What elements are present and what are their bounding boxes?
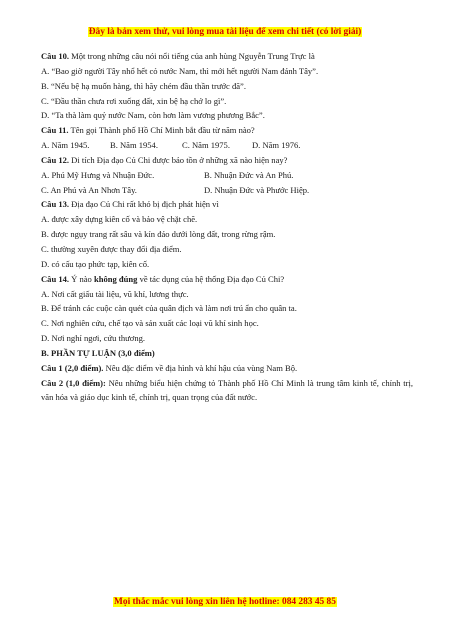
question-label: Câu 1 (2,0 điểm). — [41, 362, 104, 373]
hotline-text: Mọi thắc mắc vui lòng xin liên hệ hotline: 084 283 45 85 — [114, 597, 336, 607]
question-emphasis: không đúng — [93, 273, 138, 284]
option-b: B. Nhuận Đức và An Phú. — [204, 169, 294, 180]
question-label: Câu 11. — [41, 125, 69, 136]
question-label: Câu 13. — [41, 199, 70, 210]
section-heading: B. PHẦN TỰ LUẬN (3,0 điểm) — [41, 347, 155, 358]
option-d: D. có cấu tạo phức tạp, kiên cố. — [41, 258, 150, 269]
question-text: Nêu đặc điểm về địa hình và khí hậu của vùng Nam Bộ. — [103, 362, 298, 373]
question-text: Ý nào — [69, 273, 94, 284]
option-b: B. “Nếu bệ hạ muốn hàng, thì hãy chém đầu thần trước đã”. — [41, 80, 246, 91]
options-row — [41, 183, 413, 198]
question-13 — [41, 197, 413, 212]
essay-question-2 — [41, 376, 413, 406]
options-row — [41, 168, 413, 183]
option-d: D. Năm 1976. — [252, 140, 301, 151]
option-a: A. Phú Mỹ Hưng và Nhuận Đức. — [41, 169, 155, 180]
options-row — [41, 138, 413, 153]
option-c: C. An Phú và An Nhơn Tây. — [41, 184, 137, 195]
question-label: Câu 10. — [41, 51, 70, 61]
option-a: A. Năm 1945. — [41, 140, 90, 151]
question-text: Di tích Địa đạo Củ Chi được bảo tồn ở những xã nào hiện nay? — [69, 154, 288, 165]
question-text: Địa đạo Củ Chi rất khó bị địch phát hiện vì — [69, 199, 219, 210]
question-12 — [41, 153, 413, 168]
option-c: C. Năm 1975. — [182, 140, 230, 151]
option-a: A. được xây dựng kiên cố và bảo vệ chặt chẽ. — [41, 214, 198, 225]
preview-notice-text: Đây là bản xem thử, vui lòng mua tài liệu để xem chi tiết (có lời giải) — [88, 27, 362, 37]
option-d: D. Nhuận Đức và Phước Hiệp. — [204, 184, 310, 195]
preview-notice-banner — [0, 27, 450, 37]
option-b: B. được ngụy trang rất sâu và kín đáo dưới lòng đất, trong rừng rậm. — [41, 229, 276, 240]
question-label: Câu 12. — [41, 154, 70, 165]
option-a: A. Nơi cất giấu tài liệu, vũ khí, lương thực. — [41, 288, 189, 299]
option-d: D. Nơi nghỉ ngơi, cứu thương. — [41, 333, 146, 344]
option-c: C. Nơi nghiên cứu, chế tạo và sản xuất các loại vũ khí sinh học. — [41, 318, 259, 329]
question-14 — [41, 272, 413, 287]
hotline-banner — [0, 597, 450, 607]
option-b: B. Năm 1954. — [110, 140, 158, 151]
option-d: D. “Ta thà làm quỷ nước Nam, còn hơn làm vương phương Bắc”. — [41, 110, 265, 121]
question-text: Một trong những câu nói nổi tiếng của anh hùng Nguyễn Trung Trực là — [69, 51, 315, 61]
option-c: C. “Đầu thần chưa rơi xuống đất, xin bệ hạ chớ lo gì”. — [41, 95, 227, 106]
question-11 — [41, 123, 413, 138]
essay-question-1 — [41, 361, 413, 376]
question-text: Nêu những biểu hiện chứng tỏ Thành phố Hồ Chí Minh là trung tâm kinh tế, chính trị, văn hóa và giáo dục kinh tế, chính trị, quan trọng của đất nước. — [41, 377, 413, 403]
question-text: về tác dụng của hệ thống Địa đạo Củ Chi? — [137, 273, 285, 284]
document-body — [41, 49, 413, 405]
option-b: B. Để tránh các cuộc càn quét của quân địch và làm nơi trú ẩn cho quân ta. — [41, 303, 297, 314]
question-10 — [41, 49, 413, 64]
question-label: Câu 2 (1,0 điểm): — [41, 377, 106, 388]
question-text: Tên gọi Thành phố Hồ Chí Minh bắt đầu từ năm nào? — [68, 125, 255, 136]
option-a: A. “Bao giờ người Tây nhổ hết cỏ nước Nam, thì mới hết người Nam đánh Tây”. — [41, 65, 319, 76]
option-c: C. thường xuyên được thay đổi địa điểm. — [41, 243, 182, 254]
question-label: Câu 14. — [41, 273, 70, 284]
